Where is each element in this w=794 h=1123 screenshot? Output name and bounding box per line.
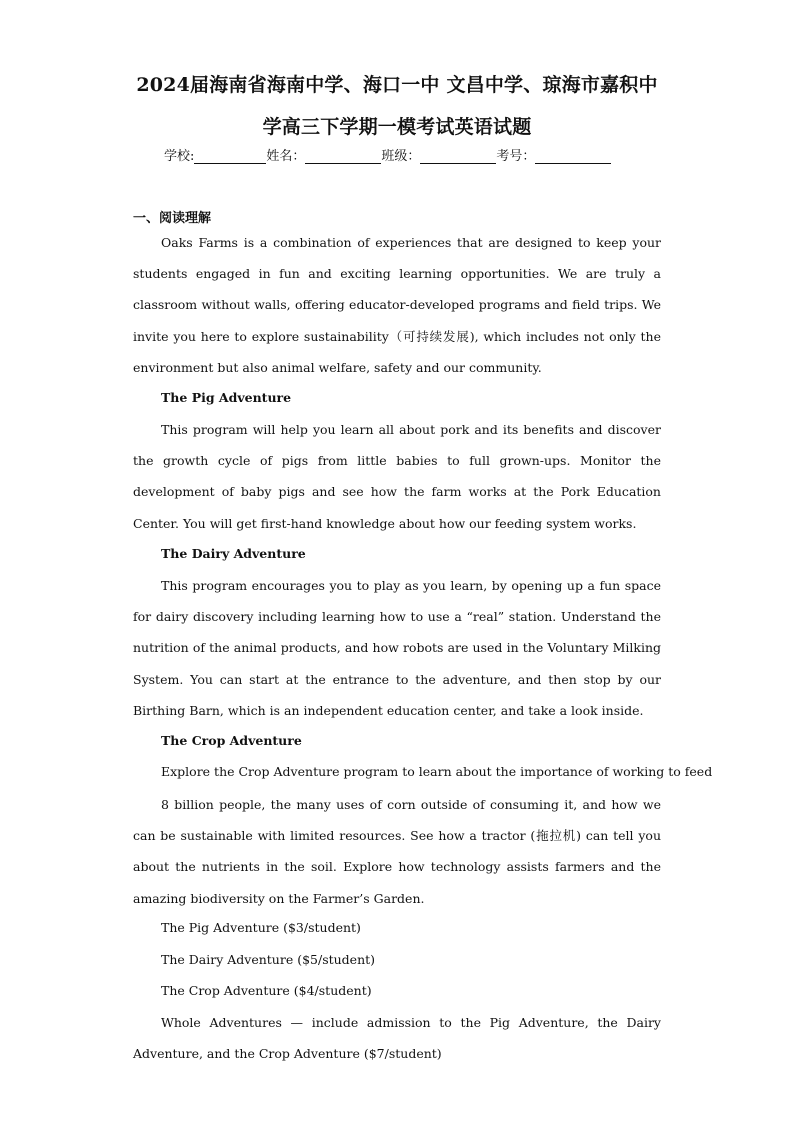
crop-adventure-paragraph: 8 billion people, the many uses of corn outside of consuming it, and how we can be sustainable with limited resources. See how a tractor (拖拉机) can tell you about the nutrients in the soil. Explore how technology assists farmers and the amazing biodiversity on the Farmer’s Garden.: [133, 797, 661, 906]
whole-adventures-paragraph: Whole Adventures — include admission to the Pig Adventure, the Dairy Adventure, and the Crop Adventure ($7/student): [133, 1015, 661, 1062]
price-pig: The Pig Adventure ($3/student): [161, 920, 361, 935]
intro-paragraph: Oaks Farms is a combination of experiences that are designed to keep your students engaged in fun and exciting learning opportunities. We are truly a classroom without walls, offering educator-developed programs and field trips. We invite you here to explore sustainability（可持续发展), which includes not only the environment but also animal welfare, safety and our community.: [133, 235, 661, 375]
dairy-adventure-heading: The Dairy Adventure: [161, 546, 306, 561]
school-label: 学校:: [164, 149, 195, 164]
pig-adventure-heading: The Pig Adventure: [161, 390, 292, 405]
price-crop: The Crop Adventure ($4/student): [161, 983, 372, 998]
dairy-adventure-paragraph: This program encourages you to play as you learn, by opening up a fun space for dairy discovery including learning how to use a “real” station. Understand the nutrition of the animal products, and how robots are used in the Voluntary Milking System. You can start at the entrance to the adventure, and then stop by our Birthing Barn, which is an independent education center, and take a look inside.: [133, 578, 661, 718]
crop-adventure-heading: The Crop Adventure: [161, 733, 302, 748]
student-info-fields: [164, 145, 611, 164]
class-label: 班级：: [381, 149, 421, 164]
page-title-line2: 学高三下学期一模考试英语试题: [262, 116, 532, 138]
price-dairy: The Dairy Adventure ($5/student): [161, 952, 376, 967]
number-label: 考号：: [496, 149, 536, 164]
page-title-line1: 2024届海南省海南中学、海口一中 文昌中学、琼海市嘉积中: [136, 74, 658, 96]
number-blank[interactable]: [535, 149, 611, 164]
pig-adventure-paragraph: This program will help you learn all about pork and its benefits and discover the growth cycle of pigs from little babies to full grown-ups. Monitor the development of baby pigs and see how the farm works at the Pork Education Center. You will get first-hand knowledge about how our feeding system works.: [133, 422, 661, 531]
school-blank[interactable]: [194, 149, 266, 164]
name-blank[interactable]: [305, 149, 381, 164]
class-blank[interactable]: [420, 149, 496, 164]
name-label: 姓名：: [266, 149, 306, 164]
crop-adventure-line: Explore the Crop Adventure program to learn about the importance of working to feed: [161, 764, 713, 779]
section-heading: 一、阅读理解: [133, 211, 212, 226]
